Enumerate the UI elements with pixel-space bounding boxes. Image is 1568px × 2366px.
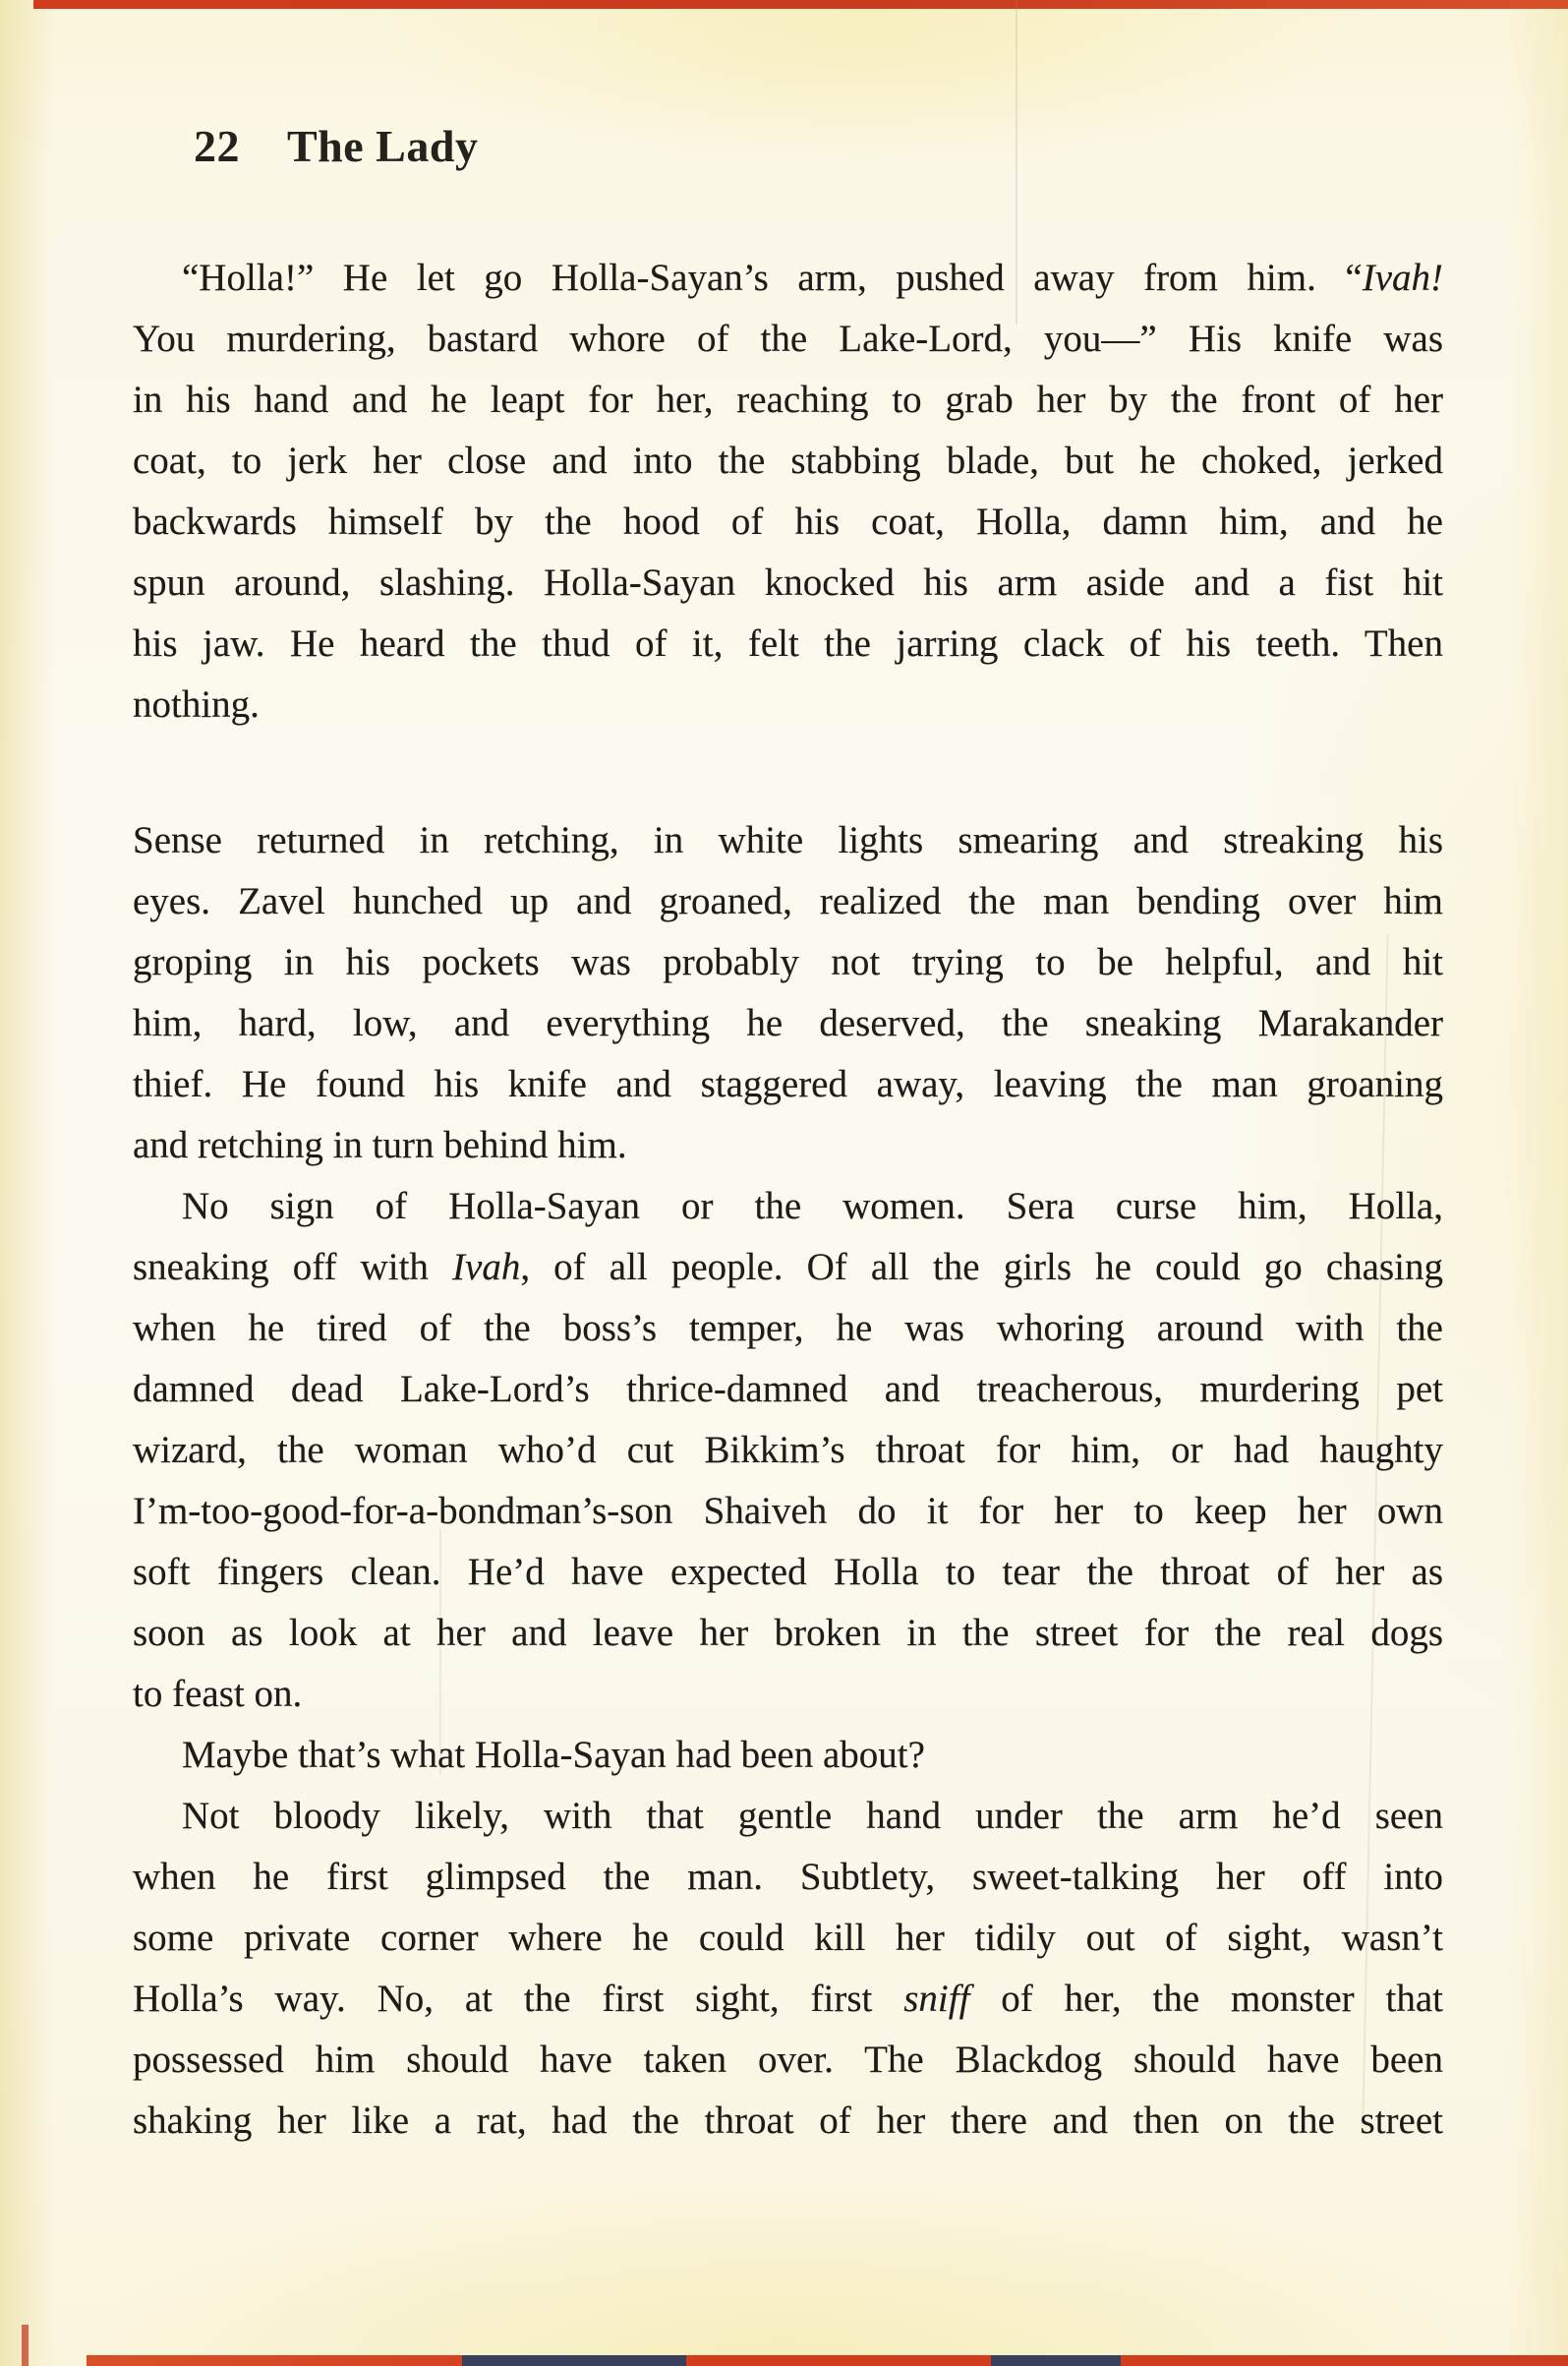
scan-edge-dark-segment bbox=[991, 2355, 1121, 2366]
page-body bbox=[133, 248, 1443, 2152]
text-segment: Maybe that’s what Holla-Sayan had been about? bbox=[182, 1734, 925, 1776]
text-line bbox=[133, 810, 1443, 871]
text-line bbox=[133, 993, 1443, 1054]
text-segment: eyes. Zavel hunched up and groaned, realized the man bending over him bbox=[133, 880, 1443, 922]
text-segment: spun around, slashing. Holla-Sayan knocked his arm aside and a fist hit bbox=[133, 562, 1443, 604]
text-segment: I’m-too-good-for-a-bondman’s-son Shaiveh do it for her to keep her own bbox=[133, 1490, 1443, 1532]
text-line bbox=[133, 1054, 1443, 1115]
text-segment: and retching in turn behind him. bbox=[133, 1124, 627, 1166]
text-segment: wizard, the woman who’d cut Bikkim’s throat for him, or had haughty bbox=[133, 1429, 1443, 1471]
text-segment: thief. He found his knife and staggered away, leaving the man groaning bbox=[133, 1063, 1443, 1105]
text-segment: “Holla!” He let go Holla-Sayan’s arm, pushed away from him. “ bbox=[182, 257, 1363, 299]
paragraph bbox=[133, 810, 1443, 1176]
scan-edge-top-stripe bbox=[33, 0, 1568, 9]
text-line bbox=[133, 1542, 1443, 1603]
text-line bbox=[133, 248, 1443, 309]
text-segment: of her, the monster that bbox=[969, 1978, 1443, 2020]
paragraph bbox=[133, 1786, 1443, 2152]
text-segment: , of all people. Of all the girls he could go chasing bbox=[520, 1246, 1443, 1288]
text-segment: when he first glimpsed the man. Subtlety, sweet-talking her off into bbox=[133, 1856, 1443, 1898]
text-line bbox=[133, 492, 1443, 553]
text-segment: coat, to jerk her close and into the stabbing blade, but he choked, jerked bbox=[133, 440, 1443, 482]
text-line bbox=[133, 1298, 1443, 1359]
text-segment: soft fingers clean. He’d have expected Holla to tear the throat of her as bbox=[133, 1551, 1443, 1593]
running-title: The Lady bbox=[287, 121, 479, 171]
text-line bbox=[133, 871, 1443, 932]
text-segment: Not bloody likely, with that gentle hand under the arm he’d seen bbox=[182, 1795, 1443, 1837]
text-line bbox=[133, 431, 1443, 492]
text-segment: possessed him should have taken over. The Blackdog should have been bbox=[133, 2039, 1443, 2081]
text-line bbox=[133, 1420, 1443, 1481]
text-line bbox=[133, 1237, 1443, 1298]
page-number: 22 bbox=[194, 121, 240, 171]
text-line bbox=[133, 1359, 1443, 1420]
text-segment: some private corner where he could kill her tidily out of sight, wasn’t bbox=[133, 1917, 1443, 1959]
text-segment: shaking her like a rat, had the throat of her there and then on the street bbox=[133, 2100, 1443, 2142]
text-line bbox=[133, 1908, 1443, 1969]
text-segment: You murdering, bastard whore of the Lake-Lord, you—” His knife was bbox=[133, 318, 1443, 360]
text-line bbox=[133, 1786, 1443, 1847]
text-line bbox=[133, 1969, 1443, 2030]
italic-text: Ivah bbox=[452, 1246, 521, 1288]
text-line bbox=[133, 1664, 1443, 1725]
text-line bbox=[133, 1847, 1443, 1908]
text-segment: backwards himself by the hood of his coat, Holla, damn him, and he bbox=[133, 501, 1443, 543]
text-line bbox=[133, 932, 1443, 993]
text-line bbox=[133, 1481, 1443, 1542]
text-line bbox=[133, 370, 1443, 431]
page-header bbox=[194, 120, 478, 172]
text-line bbox=[133, 553, 1443, 614]
text-segment: his jaw. He heard the thud of it, felt the jarring clack of his teeth. Then bbox=[133, 622, 1443, 665]
paragraph bbox=[133, 1176, 1443, 1725]
text-line bbox=[133, 1176, 1443, 1237]
italic-text: Ivah! bbox=[1362, 257, 1443, 299]
text-line bbox=[133, 1115, 1443, 1176]
text-segment: to feast on. bbox=[133, 1673, 303, 1715]
text-line bbox=[133, 1603, 1443, 1664]
text-segment: in his hand and he leapt for her, reaching to grab her by the front of her bbox=[133, 379, 1443, 421]
scan-edge-bottom-stripe bbox=[87, 2355, 1568, 2366]
text-line bbox=[133, 614, 1443, 675]
text-segment: him, hard, low, and everything he deserved, the sneaking Marakander bbox=[133, 1002, 1443, 1044]
text-segment: Sense returned in retching, in white lights smearing and streaking his bbox=[133, 819, 1443, 861]
text-line bbox=[133, 675, 1443, 736]
text-line bbox=[133, 1725, 1443, 1786]
scan-edge-red-tick bbox=[22, 2325, 29, 2366]
text-segment: No sign of Holla-Sayan or the women. Sera curse him, Holla, bbox=[182, 1185, 1443, 1227]
scan-edge-dark-segment bbox=[462, 2355, 686, 2366]
text-segment: when he tired of the boss’s temper, he was whoring around with the bbox=[133, 1307, 1443, 1349]
italic-text: sniff bbox=[903, 1978, 970, 2020]
text-line bbox=[133, 2030, 1443, 2091]
text-segment: Holla’s way. No, at the first sight, first bbox=[133, 1978, 904, 2020]
text-line bbox=[133, 2091, 1443, 2152]
paragraph bbox=[133, 1725, 1443, 1786]
text-segment: damned dead Lake-Lord’s thrice-damned and treacherous, murdering pet bbox=[133, 1368, 1443, 1410]
text-line bbox=[133, 309, 1443, 370]
text-segment: soon as look at her and leave her broken in the street for the real dogs bbox=[133, 1612, 1443, 1654]
text-segment: sneaking off with bbox=[133, 1246, 453, 1288]
text-segment: nothing. bbox=[133, 683, 260, 726]
text-segment: groping in his pockets was probably not trying to be helpful, and hit bbox=[133, 941, 1443, 983]
paragraph bbox=[133, 248, 1443, 736]
